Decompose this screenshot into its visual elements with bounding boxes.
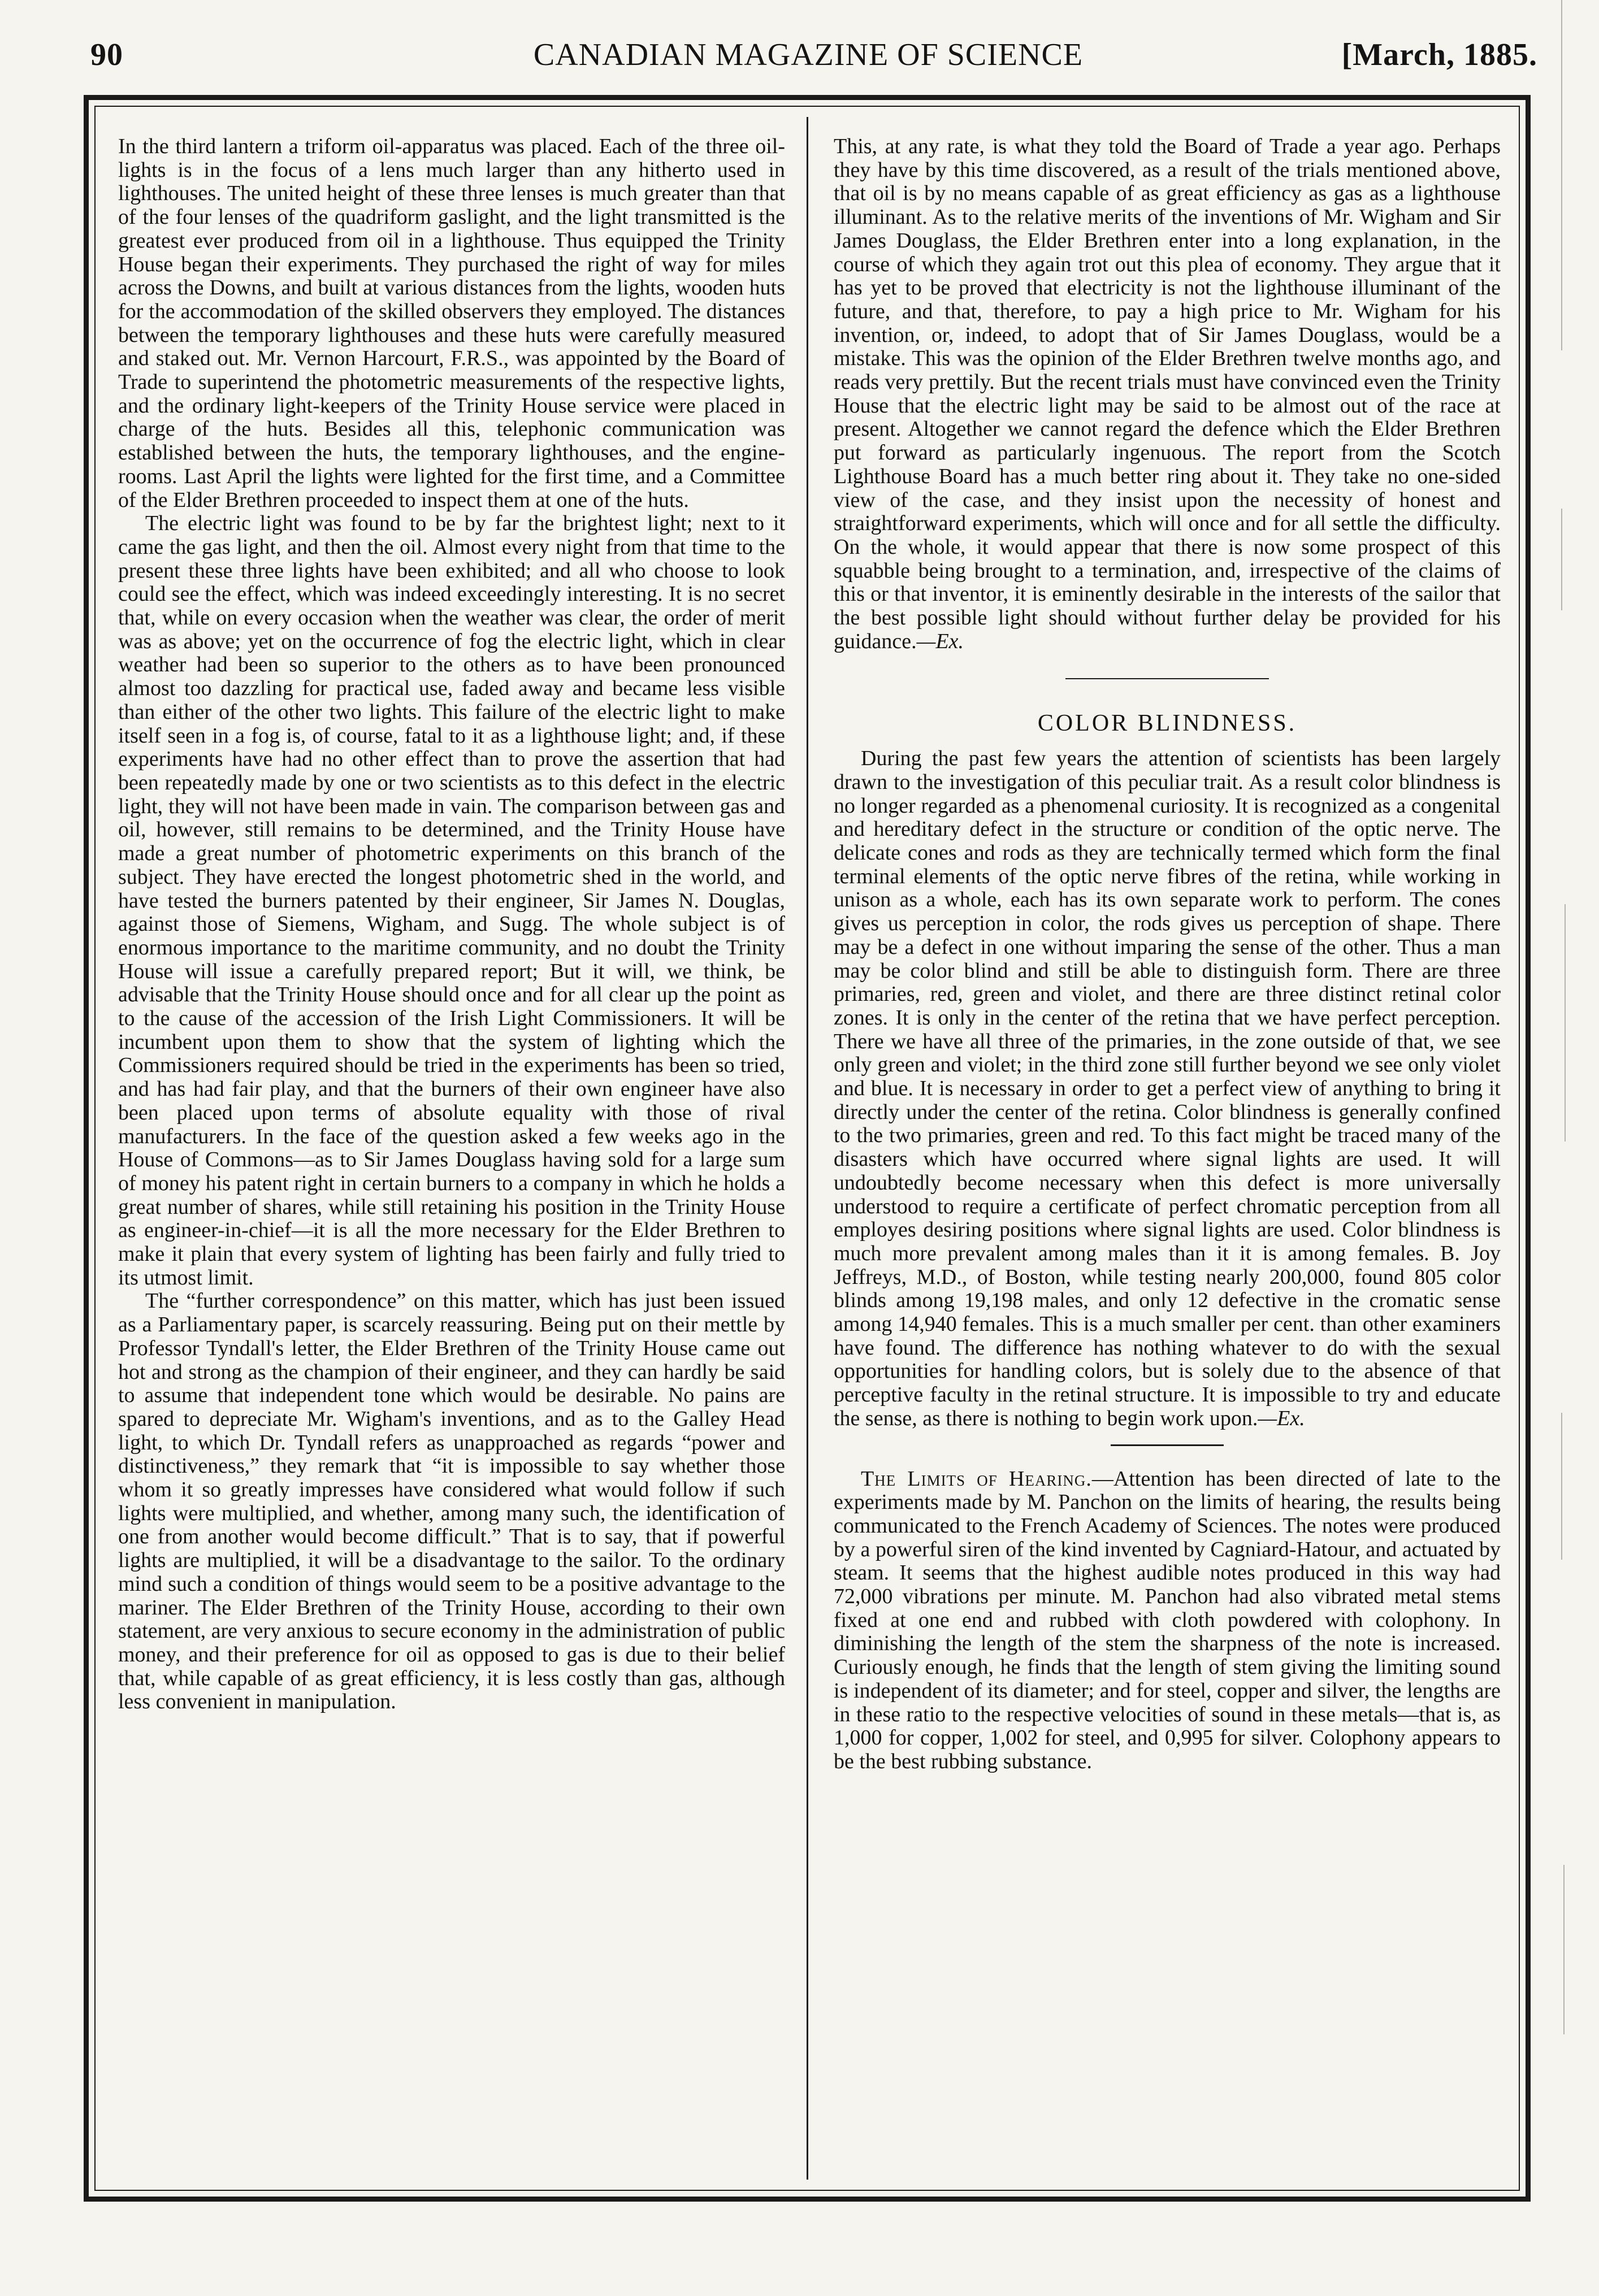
section-rule — [1065, 678, 1269, 679]
limits-of-hearing-paragraph — [834, 1468, 1501, 1774]
color-blindness-credit: —Ex. — [1258, 1406, 1305, 1430]
left-column — [118, 135, 785, 1714]
lighthouse-paragraph-3: The “further correspondence” on this matter, which has just been issued as a Parliamentary paper, is scarcely reassuring. Being put on their mettle by Professor Tyndall's letter, the Elder Brethren of the Trinity House came out hot and strong as the champion of their engineer, and they can hardly be said to assume that independent tone which would be desirable. No pains are spared to depreciate Mr. Wigham's inventions, and as to the Galley Head light, to which Dr. Tyndall refers as unapproached as regards “power and distinctiveness,” they remark that “it is impossible to say whether those whom it so greatly impresses have considered what would follow if such lights were multiplied, and whether, among many such, the identification of one from another would become difficult.” That is to say, that if powerful lights are multiplied, it will be a disadvantage to the sailor. To the ordinary mind such a condition of things would seem to be a positive advantage to the mariner. The Elder Brethren of the Trinity House, according to their own statement, are very anxious to secure economy in the administration of public money, and their preference for oil as opposed to gas is due to their belief that, while capable of as great efficiency, it is less costly than gas, although less convenient in manipulation. — [118, 1289, 785, 1714]
right-column — [834, 135, 1501, 1774]
continuation-text: This, at any rate, is what they told the Board of Trade a year ago. Perhaps they have by this time discovered, as a result of the trials mentioned above, that oil is by no means capable of as great efficiency as gas as a lighthouse illuminant. As to the relative merits of the inventions of Mr. Wigham and Sir James Douglass, the Elder Brethren enter into a long explanation, in the course of which they again trot out this plea of economy. They argue that it has yet to be proved that electricity is not the lighthouse illuminant of the future, and that, therefore, to pay a high price to Mr. Wigham for his invention, or, indeed, to adopt that of Sir James Douglass, would be a mistake. This was the opinion of the Elder Brethren twelve months ago, and reads very prettily. But the recent trials must have convinced even the Trinity House that the electric light may be said to be almost out of the race at present. Altogether we cannot regard the defence which the Elder Brethren put forward as particularly ingenuous. The report from the Scotch Lighthouse Board has a much better ring about it. They take no one-sided view of the case, and they insist upon the necessity of honest and straightforward experiments, which will once and for all settle the difficulty. On the whole, it would appear that there is now some prospect of this squabble being brought to a termination, and, irrespective of the claims of this or that inventor, it is eminently desirable in the interests of the sailor that the best possible light should without further delay be provided for his guidance. — [834, 134, 1501, 653]
color-blindness-paragraph — [834, 747, 1501, 1430]
article-frame — [84, 95, 1531, 2202]
limits-of-hearing-text: —Attention has been directed of late to the experiments made by M. Panchon on the limits of hearing, the results being communicated to the French Academy of Sciences. The notes were produced by a powerful siren of the kind invented by Cagniard-Hatour, and actuated by steam. It seems that the highest audible notes produced in this way had 72,000 vibrations per minute. M. Panchon had also vibrated metal stems fixed at one end and rubbed with cloth powdered with colophony. In diminishing the length of the stem the sharpness of the note is increased. Curiously enough, he finds that the length of stem giving the limiting sound is independent of its diameter; and for steel, copper and silver, the lengths are in these ratio to the respective velocities of sound in these metals—that is, as 1,000 for copper, 1,002 for steel, and 0,995 for silver. Colophony appears to be the best rubbing substance. — [834, 1466, 1501, 1773]
color-blindness-title: COLOR BLINDNESS. — [1037, 710, 1297, 737]
limits-of-hearing-heading: The Limits of Hearing. — [861, 1466, 1092, 1491]
page-edge-marks — [1550, 0, 1584, 2296]
issue-date: [March, 1885. — [1341, 37, 1537, 72]
lighthouse-paragraph-2: The electric light was found to be by far the brightest light; next to it came the gas light, and then the oil. Almost every night from that time to the present these three lights have been exhibited; and all who choose to look could see the effect, which was indeed exceedingly interesting. It is no secret that, while on every occasion when the weather was clear, the order of merit was as above; yet on the occurrence of fog the electric light, which in clear weather had been so superior to the others as to have been pronounced almost too dazzling for practical use, faded away and became less visible than either of the other two lights. This failure of the electric light to make itself seen in a fog is, of course, fatal to it as a lighthouse light; and, if these experiments have had no other effect than to prove the assertion that had been repeatedly made by one or two scientists as to this defect in the electric light, they will not have been made in vain. The comparison between gas and oil, however, still remains to be determined, and the Trinity House have made a great number of photometric experiments on this branch of the subject. They have erected the longest photometric shed in the world, and have tested the burners patented by their engineer, Sir James N. Douglas, against those of Siemens, Wigham, and Sugg. The whole subject is of enormous importance to the maritime community, and no doubt the Trinity House will issue a carefully prepared report; But it will, we think, be advisable that the Trinity House should once and for all clear up the point as to the cause of the accession of the Irish Light Commissioners. It will be incumbent upon them to show that the system of lighting which the Commissioners required should be tried in the experiments has been so tried, and has had fair play, and that the burners of their own engineer have also been placed upon terms of absolute equality with those of rival manufacturers. In the face of the question asked a few weeks ago in the House of Commons—as to Sir James Douglass having sold for a large sum of money his patent right in certain burners to a company in which he holds a great number of shares, while still retaining his position in the Trinity House as engineer-in-chief—it is all the more necessary for the Elder Brethren to make it plain that every system of lighting has been fairly and fully tried to its utmost limit. — [118, 511, 785, 1290]
page-number: 90 — [90, 37, 123, 72]
column-divider — [807, 117, 808, 2180]
continuation-credit: —Ex. — [916, 629, 964, 653]
lighthouse-continuation — [834, 135, 1501, 653]
running-title: CANADIAN MAGAZINE OF SCIENCE — [533, 37, 1084, 72]
color-blindness-text: During the past few years the attention of scientists has been largely drawn to the investigation of this peculiar trait. As a result color blindness is no longer regarded as a phenomenal curiosity. It is recognized as a congenital and hereditary defect in the structure or condition of the optic nerve. The delicate cones and rods as they are technically termed which form the final terminal elements of the optic nerve fibres of the retina, while working in unison as a whole, each has its own separate work to perform. The cones gives us perception in color, the rods gives us perception of shape. There may be a defect in one without imparing the sense of the other. Thus a man may be color blind and still be able to distinguish form. There are three primaries, red, green and violet, and there are three distinct retinal color zones. It is only in the center of the retina that we have perfect perception. There we have all three of the primaries, in the zone outside of that, we see only green and violet; in the third zone still further beyond we see only violet and blue. It is necessary in order to get a perfect view of anything to bring it directly under the center of the retina. Color blindness is generally confined to the two primaries, green and red. To this fact might be traced many of the disasters which have occurred where signal lights are used. It will undoubtedly become necessary when this defect is more universally understood to require a certificate of perfect chromatic perception from all employes desiring positions where signal lights are used. Color blindness is much more prevalent among males than it it is among females. B. Joy Jeffreys, M.D., of Boston, while testing nearly 200,000, found 805 color blinds among 19,198 males, and only 12 defective in the cromatic sense among 14,940 females. This is a much smaller per cent. than other examiners have found. The difference has nothing whatever to do with the sexual opportunities for handling colors, but is solely due to the absence of that perceptive faculty in the retinal structure. It is impossible to try and educate the sense, as there is nothing to begin work upon. — [834, 746, 1501, 1430]
lighthouse-paragraph-1: In the third lantern a triform oil-apparatus was placed. Each of the three oil-lights is in the focus of a lens much larger than any hitherto used in lighthouses. The united height of these three lenses is much greater than that of the four lenses of the quadriform gaslight, and the light transmitted is the greatest ever produced from oil in a lighthouse. Thus equipped the Trinity House began their experiments. They purchased the right of way for miles across the Downs, and built at various distances from the lights, wooden huts for the accommodation of the skilled observers they employed. The distances between the temporary lighthouses and these huts were carefully measured and staked out. Mr. Vernon Harcourt, F.R.S., was appointed by the Board of Trade to superintend the photometric measurements of the respective lights, and the ordinary light-keepers of the Trinity House service were placed in charge of the huts. Besides all this, telephonic communication was established between the huts, the temporary lighthouses, and the engine-rooms. Last April the lights were lighted for the first time, and a Committee of the Elder Brethren proceeded to inspect them at one of the huts. — [118, 134, 785, 512]
page-header — [79, 29, 1537, 80]
article-separator — [1111, 1444, 1224, 1446]
